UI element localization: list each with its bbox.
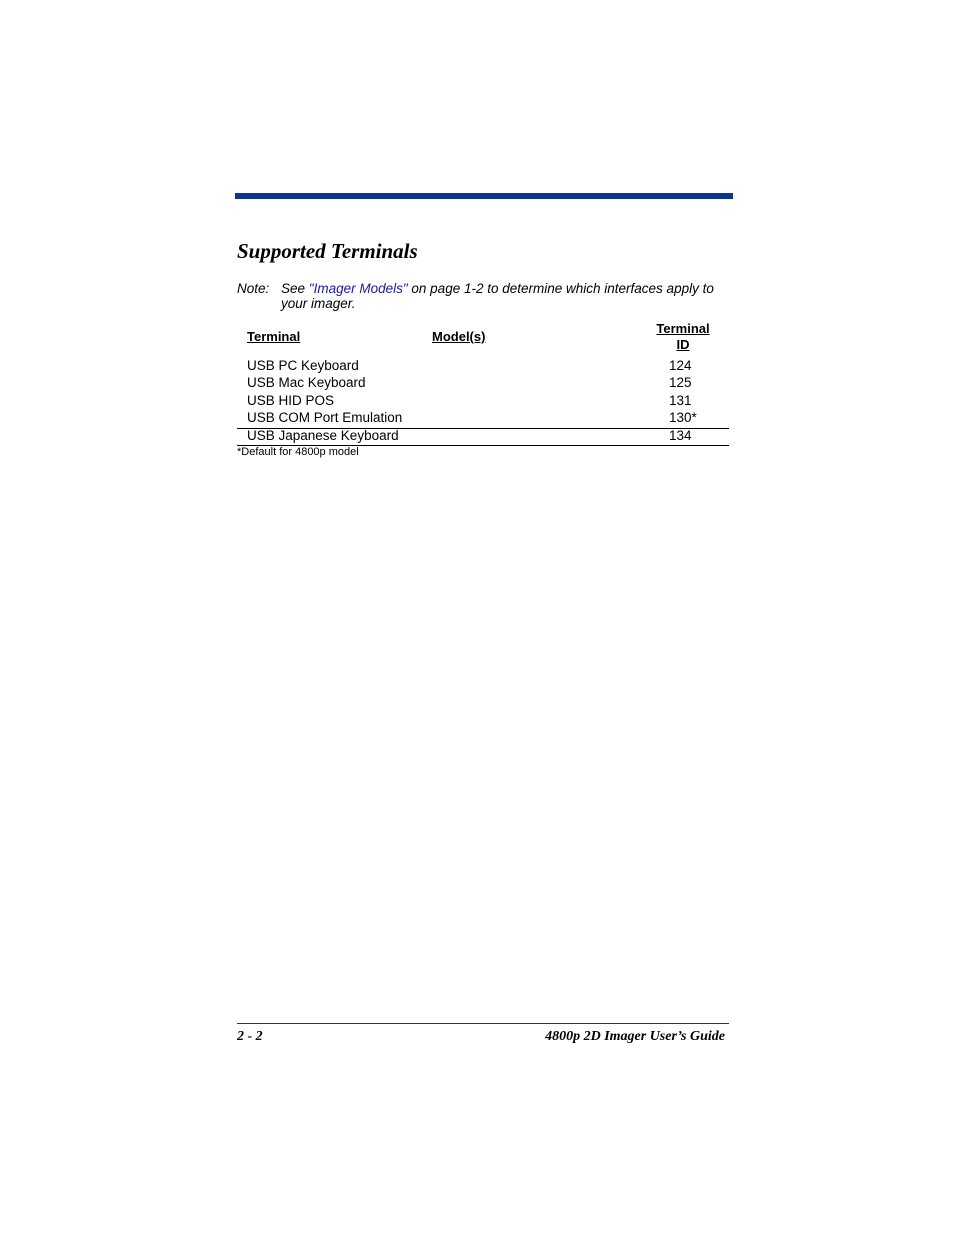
imager-models-link[interactable]: "Imager Models"	[308, 281, 408, 296]
note-prefix: See	[281, 281, 309, 296]
terminal-id-cell: 124	[669, 358, 692, 373]
page-number: 2 - 2	[237, 1029, 263, 1044]
note-label: Note:	[237, 281, 270, 296]
terminal-cell: USB COM Port Emulation	[247, 410, 403, 425]
terminal-cell: USB HID POS	[247, 393, 335, 408]
footer-rule	[237, 1023, 729, 1024]
note-suffix: on page 1-2 to determine which interfaces apply to your imager.	[281, 281, 714, 311]
section-title: Supported Terminals	[237, 239, 418, 263]
terminal-id-cell: 134	[669, 428, 692, 443]
table-footnote: *Default for 4800p model	[237, 446, 359, 458]
table-row	[237, 409, 729, 426]
terminal-cell: USB PC Keyboard	[247, 358, 359, 373]
header-rule	[235, 193, 733, 199]
terminal-id-cell: 130*	[669, 410, 697, 425]
terminal-id-cell: 125	[669, 375, 692, 390]
header-terminal: Terminal	[247, 329, 301, 344]
header-terminal-id-line1: Terminal	[656, 321, 710, 336]
guide-title: 4800p 2D Imager User’s Guide	[545, 1029, 725, 1044]
table-row	[237, 392, 729, 409]
table-row	[237, 357, 729, 374]
terminal-cell: USB Japanese Keyboard	[247, 428, 399, 443]
header-terminal-id-line2: ID	[676, 337, 690, 352]
header-terminal-id	[650, 321, 716, 353]
terminal-cell: USB Mac Keyboard	[247, 375, 366, 390]
note-body	[281, 281, 733, 311]
terminal-id-cell: 131	[669, 393, 692, 408]
header-models: Model(s)	[432, 329, 486, 344]
table-row	[237, 374, 729, 391]
table-row	[237, 427, 729, 444]
